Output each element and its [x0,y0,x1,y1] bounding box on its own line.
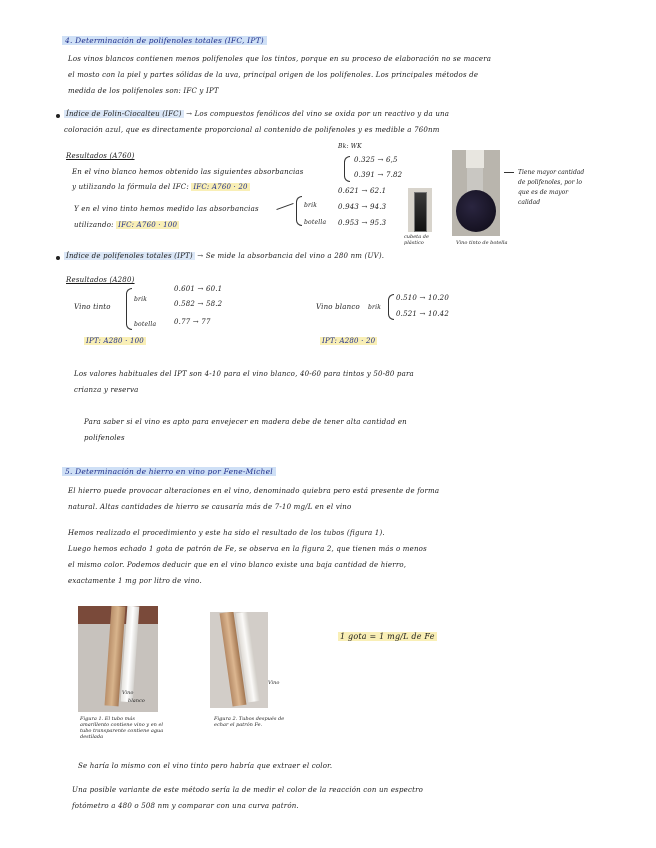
aging-line-1: Para saber si el vino es apto para envejecer en madera debe de tener alta cantidad en [84,418,407,426]
drop-note: 1 gota = 1 mg/L de Fe [340,632,435,641]
white-line-1: En el vino blanco hemos obtenido las siguientes absorbancias [72,168,304,176]
figure-2-photo [210,612,268,708]
red-ipt-brace [126,288,132,330]
ifc-line-1: Índice de Folin-Ciocalteu (IFC) → Los compuestos fenólicos del vino se oxida por un reactivo y da una [66,110,450,118]
white-val-1: 0.325 → 6,5 [354,156,398,164]
red-ipt-botella: botella [134,321,157,328]
s5-p2-line-3: el mismo color. Podemos deducir que en el vino blanco existe una baja cantidad de hierro, [68,561,407,569]
note-line-4: calidad [518,199,541,206]
ipt-line: Índice de polifenoles totales (IPT) → Se mide la absorbancia del vino a 280 nm (UV). [66,252,385,260]
note-line-1: Tiene mayor cantidad [518,169,585,176]
cuvette-caption: cubeta de plástico [404,234,429,246]
fig1-label-vino: Vino [122,690,134,696]
white-ipt-val-1: 0.510 → 10.20 [396,294,449,302]
cuvette-photo [408,188,432,232]
bullet-icon [56,114,60,118]
ipt-formula-red: IPT: A280 · 100 [86,337,144,345]
red-ipt-val-3: 0.77 → 77 [174,318,211,326]
red-val-2: 0.943 → 94.3 [338,203,387,211]
white-ipt-brik: brik [368,304,382,311]
s5-p1-line-1: El hierro puede provocar alteraciones en el vino, denominado quiebra pero está presente de forma [68,487,440,495]
s5-p1-line-2: natural. Altas cantidades de hierro se causaría más de 7-10 mg/L en el vino [68,503,352,511]
white-brace [344,156,350,182]
red-line-1: Y en el vino tinto hemos medido las absorbancias [74,205,259,213]
s5-p4-line-1: Una posible variante de este método sería la de medir el color de la reacción con un espectro [72,786,424,794]
typical-line-1: Los valores habituales del IPT son 4-10 para el vino blanco, 40-60 para tintos y 50-80 para [74,370,414,378]
s5-p2-line-4: exactamente 1 mg por litro de vino. [68,577,202,585]
ipt-formula-white: IPT: A280 · 20 [322,337,376,345]
white-formula: IFC: A760 · 20 [193,183,248,191]
red-wine-photo [452,150,500,236]
red-val-3: 0.953 → 95.3 [338,219,387,227]
note-line-2: de polifenoles, por lo [518,179,582,186]
red-formula: IFC: A760 · 100 [118,221,178,229]
white-wine-label: Vino blanco [316,303,360,311]
s5-p4-line-2: fotómetro a 480 o 508 nm y comparar con una curva patrón. [72,802,299,810]
intro-line-2: el mosto con la piel y partes sólidas de la uva, principal origen de los polifenoles. Los principales métodos de [68,71,479,79]
bk-header: Bk: WK [338,143,362,150]
figure-2-caption: Figura 2. Tubos después de echar el patrón Fe. [214,716,285,728]
results-label-ifc: Resultados (A760) [66,152,135,160]
aging-line-2: polifenoles [84,434,125,442]
red-ipt-val-1: 0.601 → 60.1 [174,285,223,293]
red-ipt-brik: brik [134,296,148,303]
figure-1-photo [78,606,158,712]
red-group-botella: botella [304,219,327,226]
section4-title: 4. Determinación de polifenoles totales (IFC, IPT) [62,36,267,46]
white-line-2: y utilizando la fórmula del IFC: IFC: A760 · 20 [72,183,248,191]
red-wine-label: Vino tinto [74,303,111,311]
fig1-label-blanco: blanco [128,698,145,704]
intro-line-3: medida de los polifenoles son: IFC y IPT [68,87,219,95]
ifc-line-2: coloración azul, que es directamente proporcional al contenido de polifenoles y es medible a 760nm [64,126,440,134]
s5-p2-line-1: Hemos realizado el procedimiento y este ha sido el resultado de los tubos (figura 1). [68,529,385,537]
white-val-2: 0.391 → 7.82 [354,171,403,179]
white-ipt-brace [388,294,394,320]
red-line-2: utilizando: IFC: A760 · 100 [74,221,178,229]
white-ipt-val-2: 0.521 → 10.42 [396,310,449,318]
ipt-label: Índice de polifenoles totales (IPT) [66,252,193,260]
red-group-brik: brik [304,202,318,209]
note-line-3: que es de mayor [518,189,569,196]
arrow-icon [276,203,293,210]
red-wine-caption: Vino tinto de botella [456,240,508,246]
arrow-icon [504,172,514,173]
fig2-label-vino: Vino [268,680,280,686]
ifc-label: Índice de Folin-Ciocalteu (IFC) [66,110,182,118]
typical-line-2: crianza y reserva [74,386,139,394]
s5-p3: Se haría lo mismo con el vino tinto pero habría que extraer el color. [78,762,333,770]
red-ipt-val-2: 0.582 → 58.2 [174,300,223,308]
figure-1-caption: Figura 1. El tubo más amarillento contiene vino y en el tubo transparente contiene agua destilada [80,716,164,740]
bullet-icon [56,256,60,260]
intro-line-1: Los vinos blancos contienen menos polifenoles que los tintos, porque en su proceso de elaboración no se macera [68,55,492,63]
red-brace [296,196,302,226]
s5-p2-line-2: Luego hemos echado 1 gota de patrón de Fe, se observa en la figura 2, que tienen más o menos [68,545,427,553]
results-label-ipt: Resultados (A280) [66,276,135,284]
section5-title: 5. Determinación de hierro en vino por Fene-Michel [62,467,276,477]
red-val-1: 0.621 → 62.1 [338,187,387,195]
